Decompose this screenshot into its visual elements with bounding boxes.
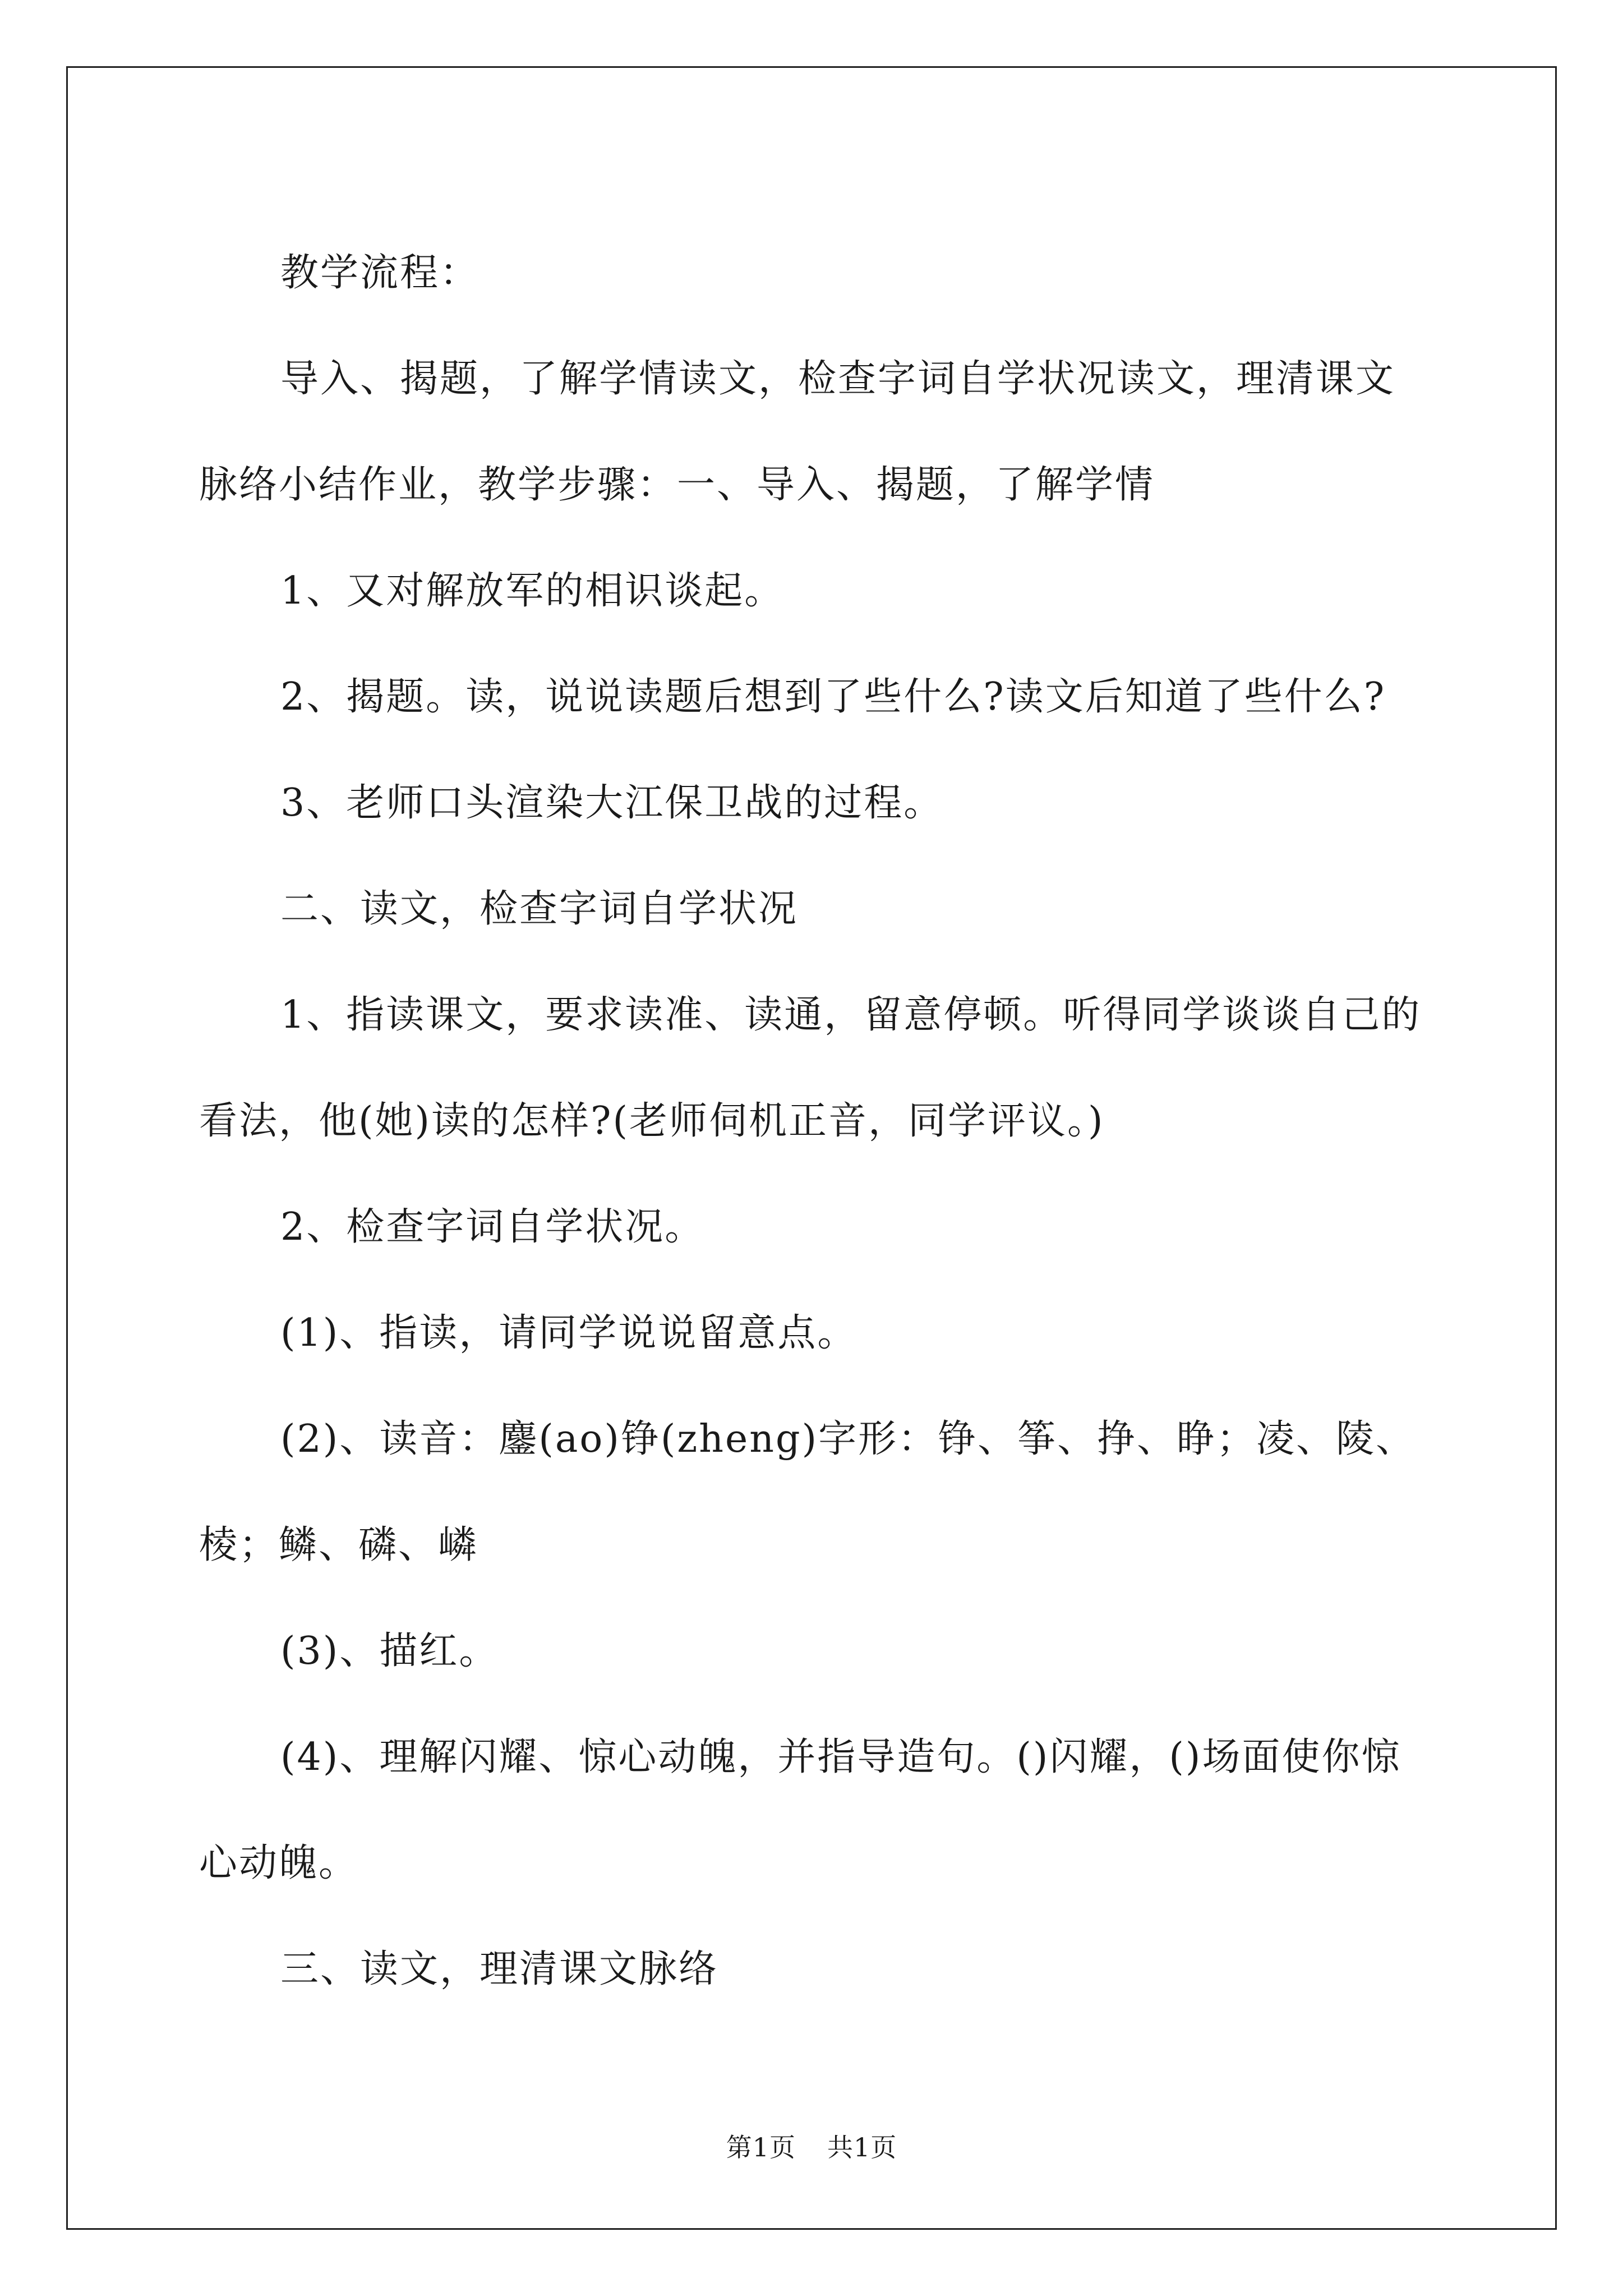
paragraph-line: 心动魄。 <box>199 1841 359 1885</box>
paragraph-line: 1、又对解放军的相识谈起。 <box>280 569 785 613</box>
document-body <box>199 220 1433 2022</box>
page-total: 共1页 <box>827 2132 897 2162</box>
paragraph-line: 脉络小结作业，教学步骤：一、导入、揭题，了解学情 <box>199 463 1155 507</box>
page-number: 第1页 <box>726 2132 796 2162</box>
paragraph-line: (3)、描红。 <box>280 1629 499 1673</box>
paragraph-line: (2)、读音：鏖(ao)铮(zheng)字形：铮、筝、挣、睁；凌、陵、 <box>280 1417 1416 1461</box>
paragraph-line: 导入、揭题，了解学情读文，检查字词自学状况读文，理清课文 <box>280 357 1396 401</box>
paragraph-line: (4)、理解闪耀、惊心动魄，并指导造句。()闪耀，()场面使你惊 <box>280 1735 1401 1779</box>
paragraph-line: 教学流程： <box>280 251 480 295</box>
paragraph-line: 1、指读课文，要求读准、读通，留意停顿。听得同学谈谈自己的 <box>280 993 1422 1037</box>
page-footer <box>0 2131 1623 2164</box>
section-heading: 三、读文，理清课文脉络 <box>280 1947 719 1991</box>
paragraph-line: 棱；鳞、磷、嶙 <box>199 1523 478 1567</box>
paragraph-line: 3、老师口头渲染大江保卫战的过程。 <box>280 781 944 825</box>
paragraph-line: 2、揭题。读，说说读题后想到了些什么?读文后知道了些什么? <box>280 675 1386 719</box>
paragraph-line: (1)、指读，请同学说说留意点。 <box>280 1311 857 1355</box>
paragraph-line: 看法，他(她)读的怎样?(老师伺机正音，同学评议。) <box>199 1099 1105 1143</box>
paragraph-line: 2、检查字词自学状况。 <box>280 1205 705 1249</box>
section-heading: 二、读文，检查字词自学状况 <box>280 887 799 931</box>
